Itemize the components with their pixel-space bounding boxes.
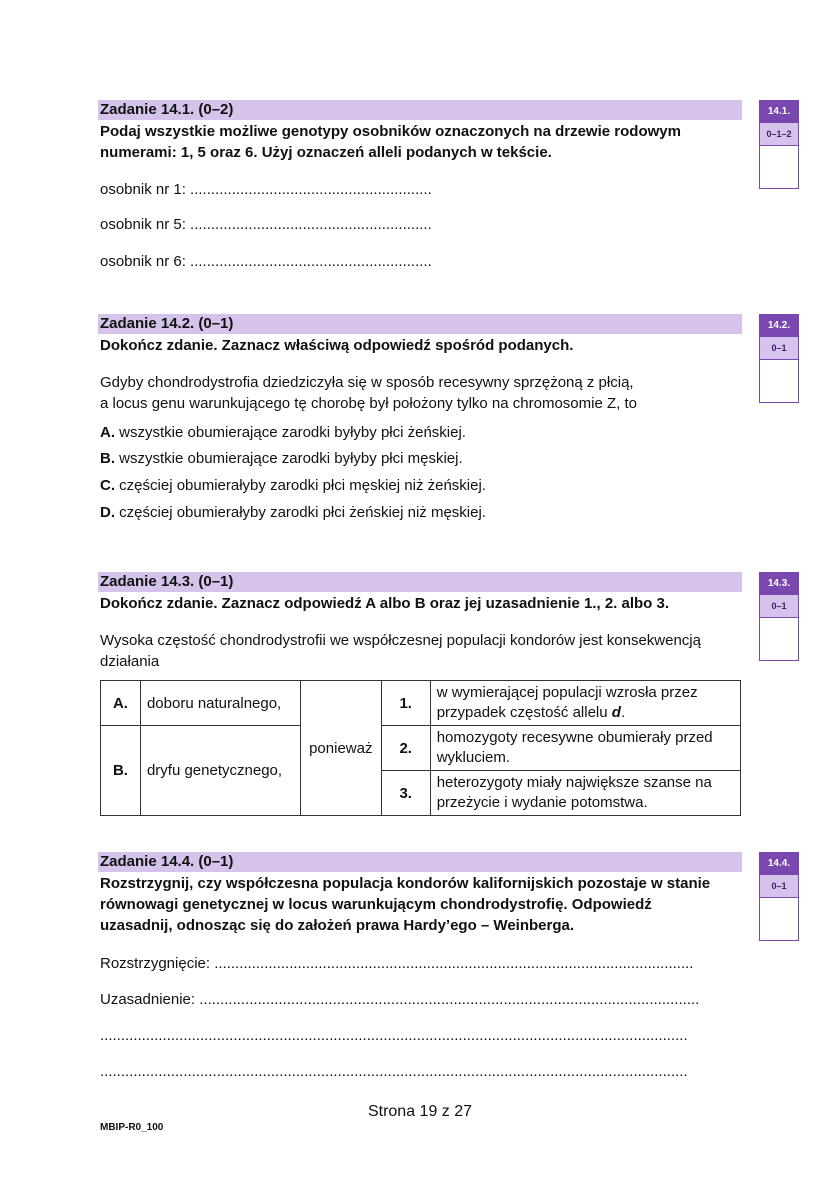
score-range: 0–1–2 <box>760 122 798 146</box>
page-number: Strona 19 z 27 <box>367 1103 473 1120</box>
task-14-2-stem-line-2: a locus genu warunkującego tę chorobę był położony tylko na chromosomie Z, to <box>100 395 637 412</box>
option-letter: A. <box>100 424 115 441</box>
connector-cell: ponieważ <box>300 681 381 816</box>
task-14-2-stem-line-1: Gdyby chondrodystrofia dziedziczyła się w sposób recesywny sprzężoną z płcią, <box>100 374 634 391</box>
option-b-letter[interactable]: B. <box>101 726 141 816</box>
answer-line-continuation-1[interactable]: ............................................................................................................................................. <box>100 1027 688 1044</box>
option-text: częściej obumierałyby zarodki płci męskiej niż żeńskiej. <box>119 477 486 494</box>
task-14-3-header: Zadanie 14.3. (0–1) <box>98 572 742 592</box>
score-label: 14.2. <box>760 315 798 336</box>
reason-3-text[interactable]: heterozygoty miały największe szanse na przeżycie i wydanie potomstwa. <box>430 771 740 816</box>
reason-2-text[interactable]: homozygoty recesywne obumierały przed wykluciem. <box>430 726 740 771</box>
reason-1-number[interactable]: 1. <box>381 681 430 726</box>
task-14-4-instruction-line-3: uzasadnij, odnosząc się do założeń prawa Hardy’ego – Weinberga. <box>100 917 575 934</box>
option-a-letter[interactable]: A. <box>101 681 141 726</box>
option-text: wszystkie obumierające zarodki byłyby płci męskiej. <box>119 450 463 467</box>
reason-1-end: . <box>620 704 626 721</box>
document-code: MBIP-R0_100 <box>100 1122 164 1133</box>
score-field <box>760 146 798 188</box>
score-range: 0–1 <box>760 874 798 898</box>
option-text: częściej obumierałyby zarodki płci żeńskiej niż męskiej. <box>119 504 486 521</box>
reason-3-number[interactable]: 3. <box>381 771 430 816</box>
reason-1-line-2: przypadek częstość allelu <box>436 704 612 721</box>
task-14-3-instruction: Dokończ zdanie. Zaznacz odpowiedź A albo B oraz jej uzasadnienie 1., 2. albo 3. <box>100 595 670 612</box>
score-label: 14.4. <box>760 853 798 874</box>
answer-line-continuation-2[interactable]: ............................................................................................................................................. <box>100 1063 688 1080</box>
option-b[interactable] <box>100 448 463 469</box>
task-14-3-stem-line-1: Wysoka częstość chondrodystrofii we współczesnej populacji kondorów jest konsekwencją <box>100 632 701 649</box>
option-letter: B. <box>100 450 115 467</box>
reason-1-line-1: w wymierającej populacji wzrosła przez <box>436 684 698 701</box>
task-14-4-instruction-line-2: równowagi genetycznej w locus warunkującym chondrodystrofię. Odpowiedź <box>100 896 652 913</box>
option-a-text[interactable]: doboru naturalnego, <box>140 681 300 726</box>
option-a[interactable] <box>100 422 466 443</box>
answer-line-osobnik-1[interactable]: osobnik nr 1: .......................................................... <box>100 181 432 198</box>
score-label: 14.1. <box>760 101 798 122</box>
reason-2-number[interactable]: 2. <box>381 726 430 771</box>
score-field <box>760 618 798 660</box>
choice-table <box>100 680 741 816</box>
score-box-14-4 <box>759 852 799 941</box>
answer-line-osobnik-5[interactable]: osobnik nr 5: .......................................................... <box>100 216 432 233</box>
option-letter: C. <box>100 477 115 494</box>
task-14-2-instruction: Dokończ zdanie. Zaznacz właściwą odpowiedź spośród podanych. <box>100 337 574 354</box>
score-field <box>760 898 798 940</box>
option-letter: D. <box>100 504 115 521</box>
option-d[interactable] <box>100 502 486 523</box>
answer-line-rozstrzygniecie[interactable]: Rozstrzygnięcie: ................................................................................................................... <box>100 955 694 972</box>
answer-line-uzasadnienie[interactable]: Uzasadnienie: ........................................................................................................................ <box>100 991 700 1008</box>
task-14-2-header: Zadanie 14.2. (0–1) <box>98 314 742 334</box>
option-c[interactable] <box>100 475 486 496</box>
task-14-3-stem-line-2: działania <box>100 653 160 670</box>
score-box-14-1 <box>759 100 799 189</box>
task-14-1-instruction-line-1: Podaj wszystkie możliwe genotypy osobników oznaczonych na drzewie rodowym <box>100 123 681 140</box>
score-range: 0–1 <box>760 336 798 360</box>
answer-line-osobnik-6[interactable]: osobnik nr 6: .......................................................... <box>100 253 432 270</box>
task-14-4-instruction-line-1: Rozstrzygnij, czy współczesna populacja kondorów kalifornijskich pozostaje w stanie <box>100 875 711 892</box>
option-text: wszystkie obumierające zarodki byłyby płci żeńskiej. <box>119 424 466 441</box>
score-box-14-3 <box>759 572 799 661</box>
score-range: 0–1 <box>760 594 798 618</box>
score-field <box>760 360 798 402</box>
reason-1-text[interactable] <box>430 681 740 726</box>
score-label: 14.3. <box>760 573 798 594</box>
task-14-1-instruction-line-2: numerami: 1, 5 oraz 6. Użyj oznaczeń alleli podanych w tekście. <box>100 144 552 161</box>
task-14-1-header: Zadanie 14.1. (0–2) <box>98 100 742 120</box>
allele-symbol: d <box>611 704 621 721</box>
task-14-4-header: Zadanie 14.4. (0–1) <box>98 852 742 872</box>
option-b-text[interactable]: dryfu genetycznego, <box>140 726 300 816</box>
score-box-14-2 <box>759 314 799 403</box>
